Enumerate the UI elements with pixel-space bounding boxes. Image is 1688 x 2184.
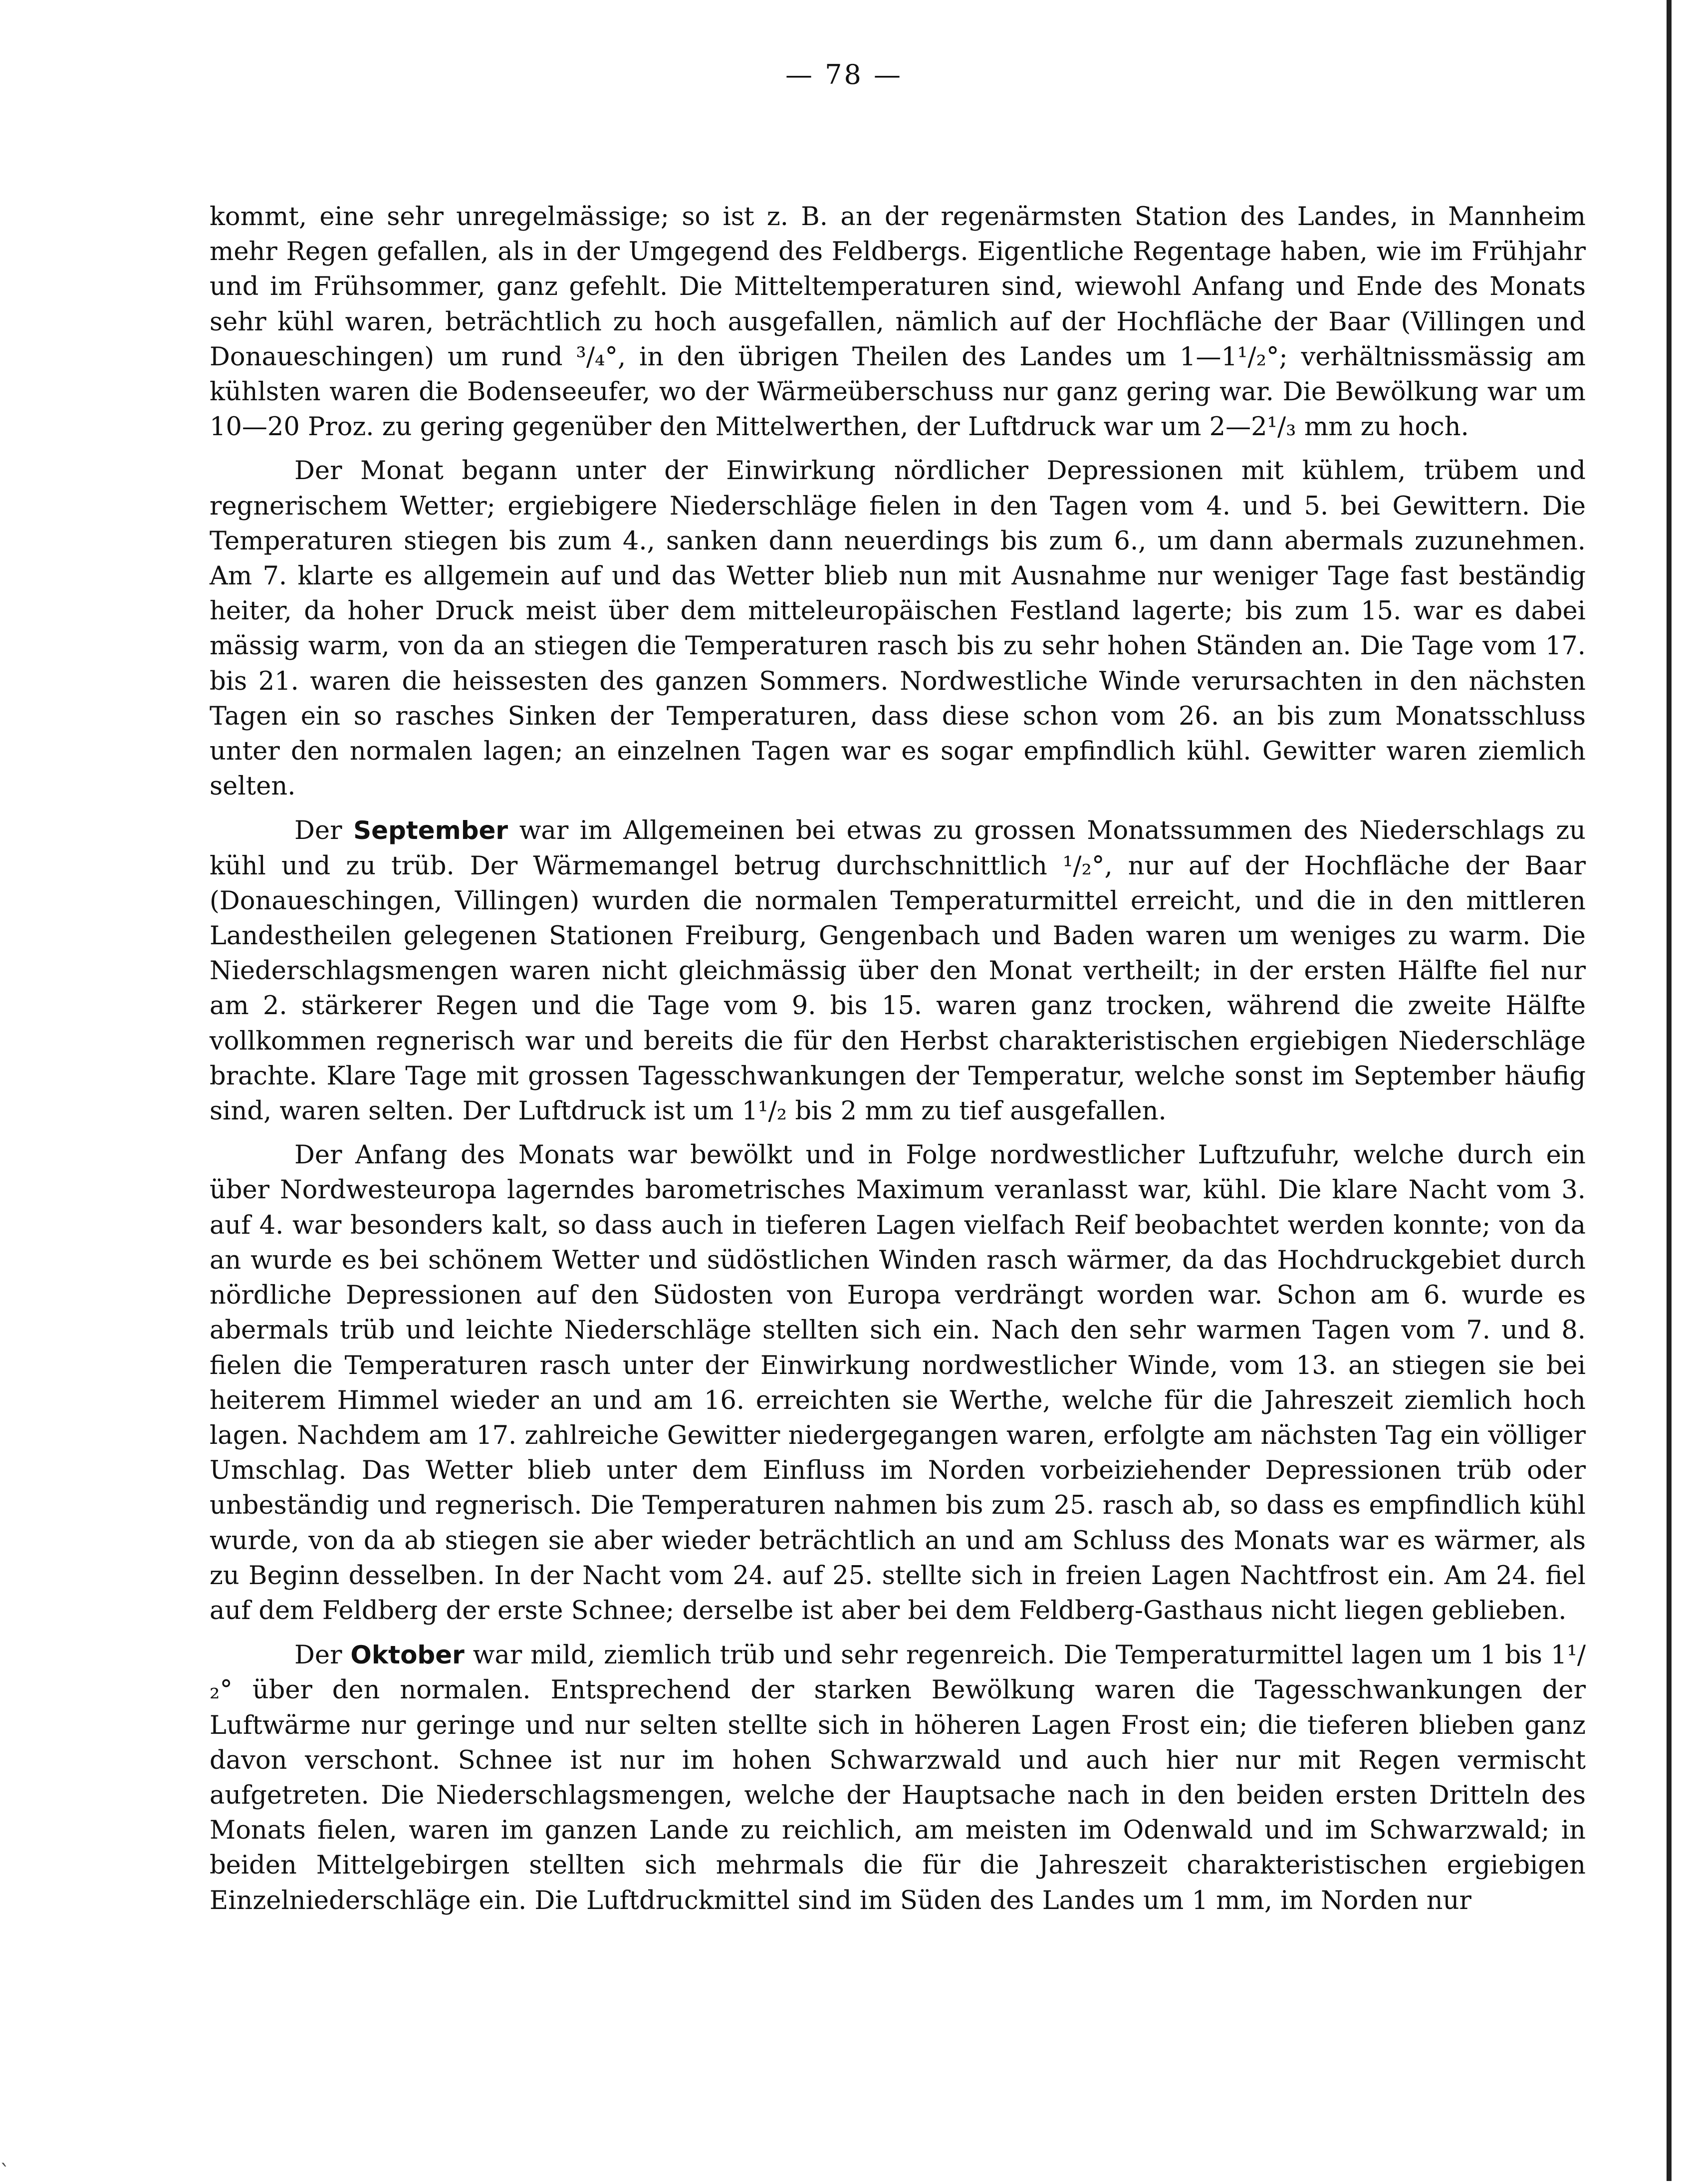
- month-heading-oktober: Oktober: [350, 1640, 465, 1670]
- paragraph-lead: Der: [294, 816, 354, 846]
- paragraph-body: war mild, ziemlich trüb und sehr regenreich. Die Temperaturmittel lagen um 1 bis 1¹/₂° über den normalen. Entsprechend der starken Bewölkung waren die Tagesschwankungen der Luftwärme nur geringe und nur selten stellte sich in höheren Lagen Frost ein; die tieferen blieben ganz davon verschont. Schnee ist nur im hohen Schwarzwald und auch hier nur mit Regen vermischt aufgetreten. Die Niederschlagsmengen, welche der Hauptsache nach in den beiden ersten Dritteln des Monats fielen, waren im ganzen Lande zu reichlich, am meisten im Odenwald und im Schwarzwald; in beiden Mittelgebirgen stellten sich mehrmals die für die Jahreszeit charakteristischen ergiebigen Einzelniederschläge ein. Die Luftdruckmittel sind im Süden des Landes um 1 mm, im Norden nur: [210, 1640, 1586, 1915]
- page-number: — 78 —: [785, 59, 903, 90]
- margin-mark: `: [0, 2161, 10, 2184]
- paragraph-august-weather: Der Monat begann unter der Einwirkung nördlicher Depressionen mit kühlem, trübem und regnerischem Wetter; ergiebigere Niederschläge fielen in den Tagen vom 4. und 5. bei Gewittern. Die Temperaturen stiegen bis zum 4., sanken dann neuerdings bis zum 6., um dann abermals zuzunehmen. Am 7. klarte es allgemein auf und das Wetter blieb nun mit Ausnahme nur weniger Tage fast beständig heiter, da hoher Druck meist über dem mitteleuropäischen Festland lagerte; bis zum 15. war es dabei mässig warm, von da an stiegen die Temperaturen rasch bis zu sehr hohen Ständen an. Die Tage vom 17. bis 21. waren die heissesten des ganzen Sommers. Nordwestliche Winde verursachten in den nächsten Tagen ein so rasches Sinken der Temperaturen, dass diese schon vom 26. an bis zum Monatsschluss unter den normalen lagen; an einzelnen Tagen war es sogar empfindlich kühl. Gewitter waren ziemlich selten.: [210, 456, 1586, 802]
- paragraph-continuation: kommt, eine sehr unregelmässige; so ist z. B. an der regenärmsten Station des Landes, in Mannheim mehr Regen gefallen, als in der Umgegend des Feldbergs. Eigentliche Regentage haben, wie im Frühjahr und im Frühsommer, ganz gefehlt. Die Mitteltemperaturen sind, wiewohl Anfang und Ende des Monats sehr kühl waren, beträchtlich zu hoch ausgefallen, nämlich auf der Hochfläche der Baar (Villingen und Donaueschingen) um rund ³/₄°, in den übrigen Theilen des Landes um 1—1¹/₂°; verhältnissmässig am kühlsten waren die Bodenseeufer, wo der Wärmeüberschuss nur ganz gering war. Die Bewölkung war um 10—20 Proz. zu gering gegenüber den Mittelwerthen, der Luftdruck war um 2—2¹/₃ mm zu hoch.: [210, 202, 1586, 442]
- paragraph-lead: Der: [294, 1640, 351, 1670]
- paragraph-body: war im Allgemeinen bei etwas zu grossen Monatssummen des Niederschlags zu kühl und zu trüb. Der Wärmemangel betrug durchschnittlich ¹/₂°, nur auf der Hochfläche der Baar (Donaueschingen, Villingen) wurden die normalen Temperaturmittel erreicht, und die in den mittleren Landestheilen gelegenen Stationen Freiburg, Gengenbach und Baden waren um weniges zu warm. Die Niederschlagsmengen waren nicht gleichmässig über den Monat vertheilt; in der ersten Hälfte fiel nur am 2. stärkerer Regen und die Tage vom 9. bis 15. waren ganz trocken, während die zweite Hälfte vollkommen regnerisch war und bereits die für den Herbst charakteristischen ergiebigen Niederschläge brachte. Klare Tage mit grossen Tagesschwankungen der Temperatur, welche sonst im September häufig sind, waren selten. Der Luftdruck ist um 1¹/₂ bis 2 mm zu tief ausgefallen.: [210, 816, 1586, 1126]
- body-text: [210, 200, 1586, 1927]
- month-heading-september: September: [353, 816, 508, 845]
- paragraph-september: [210, 813, 1586, 1129]
- page-edge-rule: [1667, 0, 1672, 2181]
- paragraph-oktober: [210, 1638, 1586, 1918]
- paragraph-september-weather: Der Anfang des Monats war bewölkt und in Folge nordwestlicher Luftzufuhr, welche durch ein über Nordwesteuropa lagerndes barometrisches Maximum veranlasst war, kühl. Die klare Nacht vom 3. auf 4. war besonders kalt, so dass auch in tieferen Lagen vielfach Reif beobachtet werden konnte; von da an wurde es bei schönem Wetter und südöstlichen Winden rasch wärmer, da das Hochdruckgebiet durch nördliche Depressionen auf den Südosten von Europa verdrängt worden war. Schon am 6. wurde es abermals trüb und leichte Niederschläge stellten sich ein. Nach den sehr warmen Tagen vom 7. und 8. fielen die Temperaturen rasch unter der Einwirkung nordwestlicher Winde, vom 13. an stiegen sie bei heiterem Himmel wieder an und am 16. erreichten sie Werthe, welche für die Jahreszeit ziemlich hoch lagen. Nachdem am 17. zahlreiche Gewitter niedergegangen waren, erfolgte am nächsten Tag ein völliger Umschlag. Das Wetter blieb unter dem Einfluss im Norden vorbeiziehender Depressionen trüb oder unbeständig und regnerisch. Die Temperaturen nahmen bis zum 25. rasch ab, so dass es empfindlich kühl wurde, von da ab stiegen sie aber wieder beträchtlich an und am Schluss des Monats war es wärmer, als zu Beginn desselben. In der Nacht vom 24. auf 25. stellte sich in freien Lagen Nachtfrost ein. Am 24. fiel auf dem Feldberg der erste Schnee; derselbe ist aber bei dem Feldberg-Gasthaus nicht liegen geblieben.: [210, 1140, 1586, 1626]
